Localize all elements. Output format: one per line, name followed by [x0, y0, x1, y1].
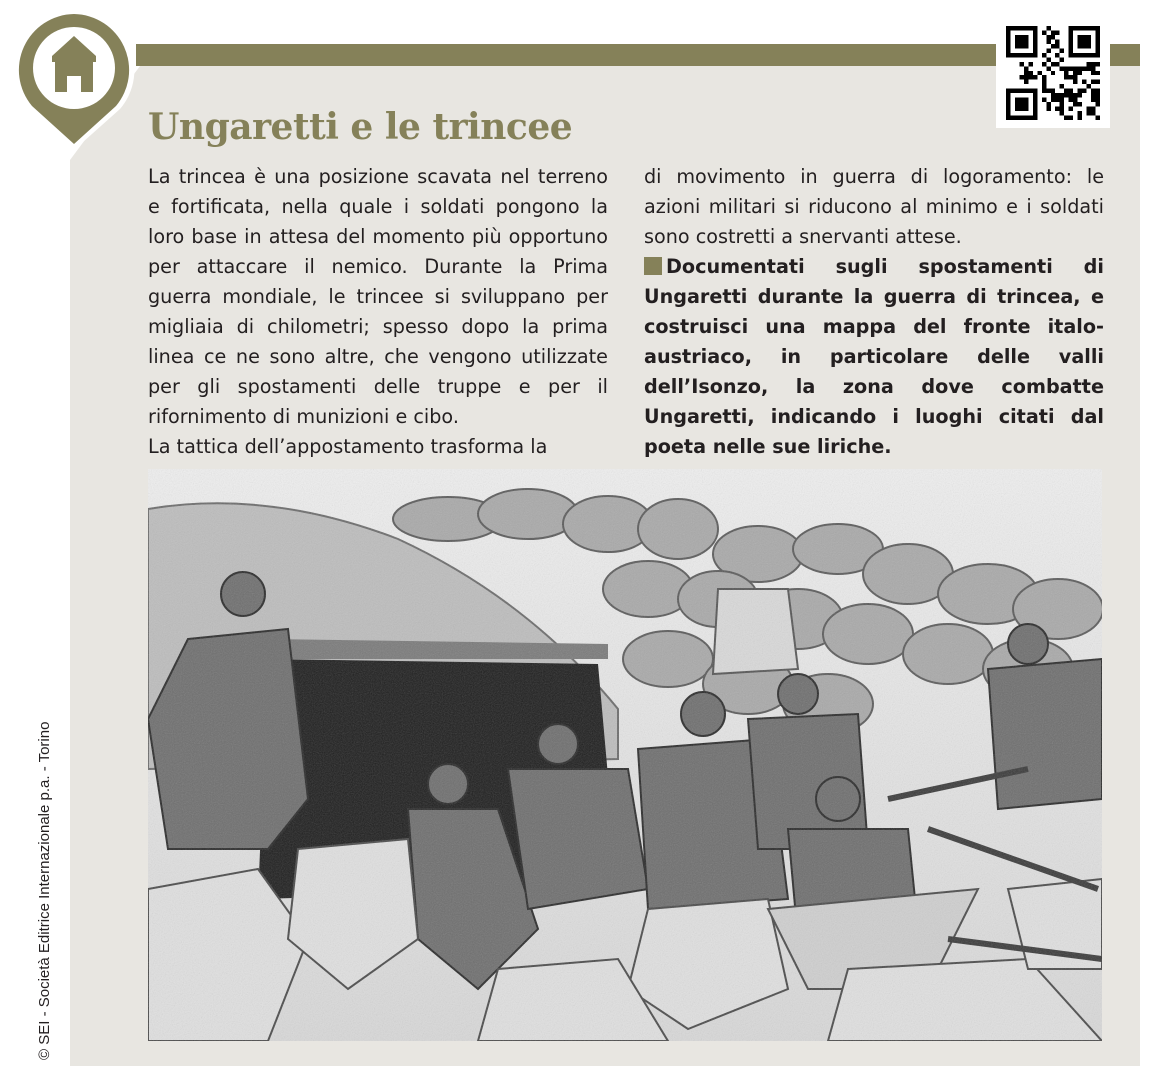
home-icon[interactable] [8, 6, 140, 152]
task-text: Documentati sugli spostamenti di Ungaretti durante la guerra di trincea, e costruisci una mappa del fronte italo-austriaco, in particolare delle valli dell’Isonzo, la zona dove combatte Ungaretti, indicando i luoghi citati dal poeta nelle sue liriche. [644, 255, 1104, 458]
bullet-square-icon [644, 257, 662, 275]
paragraph: La tattica dell’appostamento trasforma la [148, 435, 548, 458]
historical-photo [148, 469, 1102, 1041]
activity-task [644, 252, 1104, 462]
paragraph: La trincea è una posizione scavata nel terreno e fortificata, nella quale i soldati pongono la loro base in attesa del momento più opportuno per attaccare il nemico. Durante la Prima guerra mondiale, le trincee si sviluppano per migliaia di chilometri; spesso dopo la prima linea ce ne sono altre, che vengono utilizzate per gli spostamenti delle truppe e per il rifornimento di munizioni e cibo. [148, 165, 608, 428]
page-title: Ungaretti e le trincee [148, 106, 573, 148]
copyright-credit: © SEI - Società Editrice Internazionale p.a. - Torino [36, 721, 53, 1060]
text-column-right [644, 162, 1104, 462]
qr-code[interactable] [996, 14, 1110, 128]
text-column-left [148, 162, 608, 492]
qr-code-icon [1006, 26, 1100, 120]
header-bar [136, 44, 1140, 66]
paragraph-continuation: di movimento in guerra di logoramento: le azioni militari si riducono al minimo e i soldati sono costretti a snervanti attese. [644, 165, 1104, 248]
